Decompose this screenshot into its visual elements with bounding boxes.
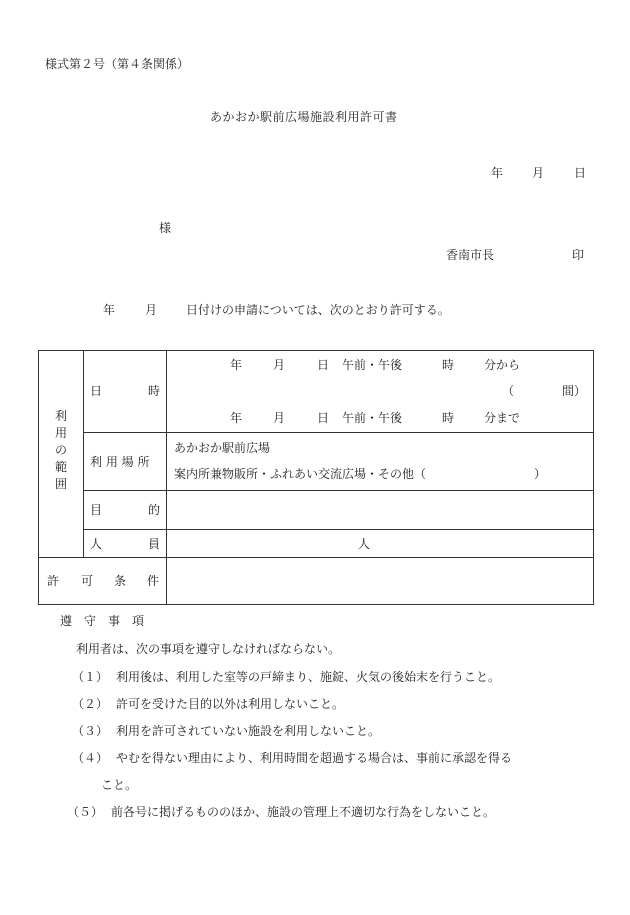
- issuer-seal: 印: [572, 248, 585, 262]
- from-day: 日: [317, 358, 330, 372]
- to-month: 月: [273, 411, 286, 425]
- table-border-right: [593, 350, 594, 605]
- table-row-line-1: [83, 432, 594, 433]
- place-line1: あかおか駅前広場: [174, 441, 271, 455]
- issue-date-day: 日: [574, 166, 587, 180]
- from-hour: 時: [442, 358, 455, 372]
- table-row-line-2: [83, 490, 594, 491]
- to-minute-suffix: 分まで: [484, 411, 521, 425]
- scope-char: 用: [54, 426, 67, 440]
- issue-date-month: 月: [532, 166, 545, 180]
- rule-text: 利用後は、利用した室等の戸締まり、施錠、火気の後始末を行うこと。: [116, 670, 501, 684]
- datetime-label-left: 日: [90, 384, 103, 398]
- place-line2: 案内所兼物販所・ふれあい交流広場・その他（: [174, 467, 427, 481]
- purpose-label-right: 的: [148, 503, 161, 517]
- to-day: 日: [317, 411, 330, 425]
- people-label-left: 人: [90, 537, 103, 551]
- to-ampm: 午前・午後: [342, 411, 403, 425]
- form-number: 様式第２号（第４条関係）: [45, 57, 190, 71]
- scope-char: 範: [54, 460, 67, 474]
- issue-date-year: 年: [491, 166, 504, 180]
- to-hour: 時: [442, 411, 455, 425]
- rule-text-continued: こと。: [101, 778, 138, 792]
- rule-number: （１）: [72, 670, 109, 684]
- rule-text: やむを得ない理由により、利用時間を超過する場合は、事前に承認を得る: [116, 751, 513, 765]
- rules-intro: 利用者は、次の事項を遵守しなければならない。: [76, 642, 341, 656]
- permit-table: [38, 350, 594, 605]
- rule-text: 許可を受けた目的以外は利用しないこと。: [116, 697, 345, 711]
- scope-char: の: [54, 443, 67, 457]
- duration-open-paren: （: [502, 384, 515, 398]
- from-minute-suffix: 分から: [484, 358, 521, 372]
- from-year: 年: [230, 358, 243, 372]
- rule-number: （２）: [72, 697, 109, 711]
- rule-text: 前各号に掲げるもののほか、施設の管理上不適切な行為をしないこと。: [111, 805, 496, 819]
- conditions-char: 許: [47, 574, 60, 588]
- table-border-bottom: [38, 604, 594, 605]
- table-row-line-3: [83, 529, 594, 530]
- scope-char: 利: [54, 409, 67, 423]
- table-divider-scope: [83, 350, 84, 557]
- purpose-label-left: 目: [90, 503, 103, 517]
- recipient-suffix: 様: [159, 221, 172, 235]
- from-ampm: 午前・午後: [342, 358, 403, 372]
- document-title: あかおか駅前広場施設利用許可書: [210, 110, 398, 124]
- rule-number: （３）: [72, 724, 109, 738]
- conditions-char: 可: [81, 574, 94, 588]
- place-line2-close: ）: [534, 467, 547, 481]
- scope-label: [54, 408, 68, 493]
- datetime-label-right: 時: [148, 384, 161, 398]
- rule-number: （５）: [67, 805, 104, 819]
- application-sentence: 日付けの申請については、次のとおり許可する。: [186, 303, 450, 317]
- table-row-line-4: [38, 557, 594, 558]
- table-divider-label: [166, 350, 167, 605]
- table-border-left: [38, 350, 39, 605]
- rules-heading: 遵 守 事 項: [60, 614, 145, 628]
- from-month: 月: [273, 358, 286, 372]
- rule-text: 利用を許可されていない施設を利用しないこと。: [116, 724, 381, 738]
- duration-suffix: 間）: [562, 384, 587, 398]
- rule-number: （４）: [72, 751, 109, 765]
- issuer-name: 香南市長: [446, 248, 495, 262]
- conditions-char: 件: [147, 574, 160, 588]
- application-year: 年: [103, 303, 116, 317]
- table-border-top: [38, 350, 594, 351]
- to-year: 年: [230, 411, 243, 425]
- people-unit: 人: [358, 537, 371, 551]
- conditions-char: 条: [114, 574, 127, 588]
- place-label: 利 用 場 所: [90, 455, 150, 469]
- scope-char: 囲: [54, 477, 67, 491]
- application-month: 月: [145, 303, 158, 317]
- people-label-right: 員: [148, 537, 161, 551]
